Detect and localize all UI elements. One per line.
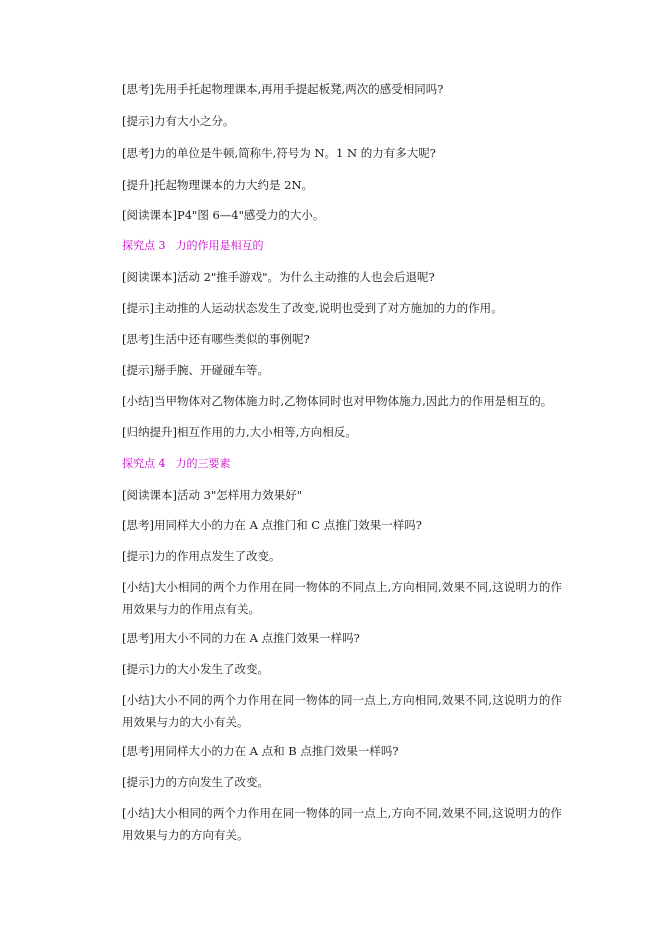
think-question-1: [思考]先用手托起物理课本,再用手提起板凳,两次的感受相同吗? [122,82,444,96]
think-question-2: [思考]力的单位是牛顿,简称牛,符号为 N。1 N 的力有多大呢? [122,146,436,160]
summary-upgrade: [归纳提升]相互作用的力,大小相等,方向相反。 [122,425,357,439]
hint-2: [提示]主动推的人运动状态发生了改变,说明也受到了对方施加的力的作用。 [122,301,503,315]
section-number: 探究点 4 [122,457,166,470]
section-title: 力的三要素 [175,457,231,470]
section-heading-4 [122,457,562,471]
hint-1: [提示]力有大小之分。 [122,114,235,128]
think-question-5: [思考]用大小不同的力在 A 点推门效果一样吗? [122,631,360,645]
summary-3: [小结]大小不同的两个力作用在同一物体的同一点上,方向相同,效果不同,这说明力的作用效果与力的大小有关。 [122,693,562,729]
hint-5: [提示]力的大小发生了改变。 [122,662,269,676]
hint-3: [提示]掰手腕、开碰碰车等。 [122,363,269,377]
think-question-6: [思考]用同样大小的力在 A 点和 B 点推门效果一样吗? [122,744,399,758]
think-question-3: [思考]生活中还有哪些类似的事例呢? [122,332,310,346]
reading-2: [阅读课本]活动 2"推手游戏"。为什么主动推的人也会后退呢? [122,270,435,284]
summary-2: [小结]大小相同的两个力作用在同一物体的不同点上,方向相同,效果不同,这说明力的作用效果与力的作用点有关。 [122,580,562,616]
summary-4: [小结]大小相同的两个力作用在同一物体的同一点上,方向不同,效果不同,这说明力的作用效果与力的方向有关。 [122,806,562,842]
think-question-4: [思考]用同样大小的力在 A 点推门和 C 点推门效果一样吗? [122,518,422,532]
summary-1: [小结]当甲物体对乙物体施力时,乙物体同时也对甲物体施力,因此力的作用是相互的。 [122,394,553,408]
hint-6: [提示]力的方向发生了改变。 [122,775,269,789]
section-number: 探究点 3 [122,239,166,252]
reading-3: [阅读课本]活动 3"怎样用力效果好" [122,488,303,502]
reading-1: [阅读课本]P4"图 6—4"感受力的大小。 [122,208,325,222]
section-title: 力的作用是相互的 [175,239,264,252]
hint-4: [提示]力的作用点发生了改变。 [122,549,281,563]
upgrade-1: [提升]托起物理课本的力大约是 2N。 [122,178,314,192]
section-heading-3 [122,239,562,253]
